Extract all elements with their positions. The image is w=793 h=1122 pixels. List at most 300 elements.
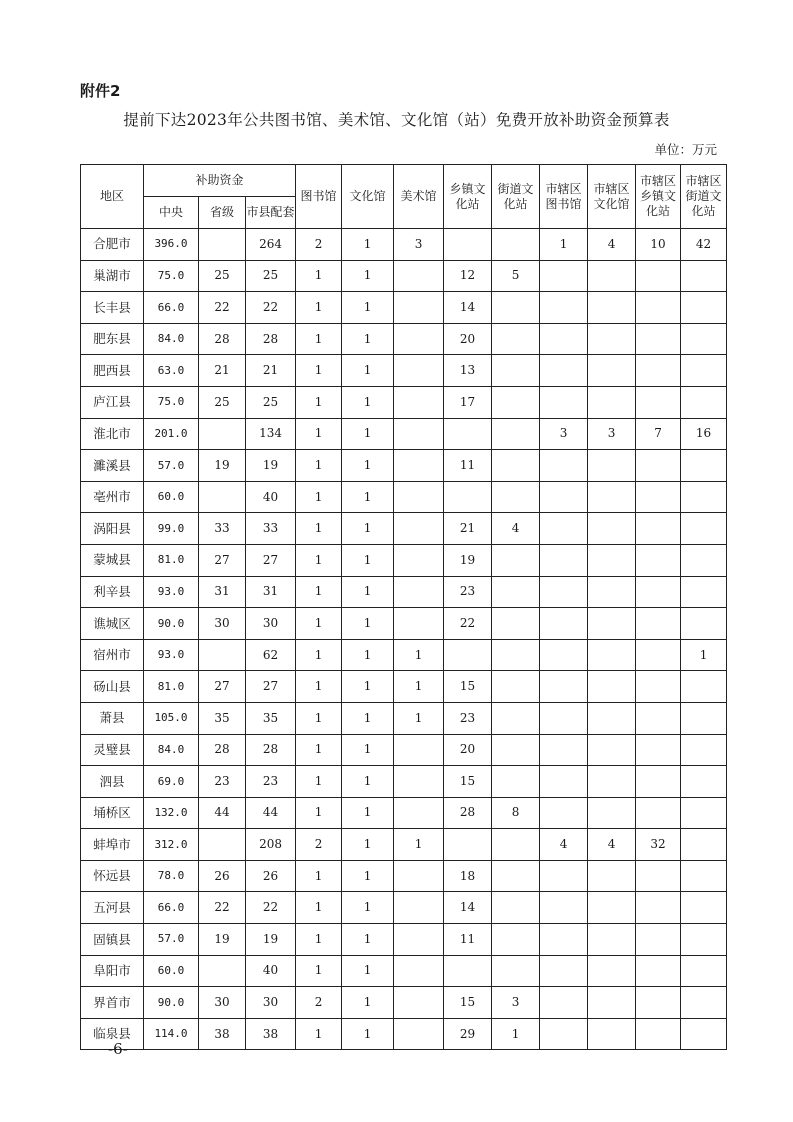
cell-city-county: 28 xyxy=(246,323,296,355)
cell-region: 埇桥区 xyxy=(81,797,144,829)
cell-culture-center: 1 xyxy=(342,292,394,324)
cell-d-township xyxy=(636,544,681,576)
cell-art-museum xyxy=(394,513,444,545)
cell-region: 长丰县 xyxy=(81,292,144,324)
cell-d-street xyxy=(681,450,727,482)
table-row xyxy=(81,797,727,829)
cell-art-museum xyxy=(394,860,444,892)
cell-township: 28 xyxy=(444,797,492,829)
cell-culture-center: 1 xyxy=(342,418,394,450)
cell-d-library xyxy=(540,386,588,418)
cell-provincial: 38 xyxy=(199,1018,246,1050)
cell-provincial: 19 xyxy=(199,450,246,482)
cell-region: 灵璧县 xyxy=(81,734,144,766)
cell-township: 17 xyxy=(444,386,492,418)
cell-street xyxy=(492,544,540,576)
cell-culture-center: 1 xyxy=(342,671,394,703)
cell-culture-center: 1 xyxy=(342,481,394,513)
cell-d-township xyxy=(636,576,681,608)
cell-township: 15 xyxy=(444,766,492,798)
cell-street: 1 xyxy=(492,1018,540,1050)
cell-culture-center: 1 xyxy=(342,860,394,892)
cell-library: 1 xyxy=(296,544,342,576)
cell-city-county: 22 xyxy=(246,292,296,324)
cell-d-township xyxy=(636,513,681,545)
cell-township xyxy=(444,229,492,261)
cell-central: 78.0 xyxy=(144,860,199,892)
cell-street xyxy=(492,450,540,482)
cell-d-street xyxy=(681,260,727,292)
cell-street xyxy=(492,734,540,766)
table-row xyxy=(81,513,727,545)
cell-d-street: 1 xyxy=(681,639,727,671)
cell-central: 396.0 xyxy=(144,229,199,261)
page-number: -6- xyxy=(108,1040,128,1058)
cell-library: 1 xyxy=(296,355,342,387)
cell-library: 2 xyxy=(296,987,342,1019)
cell-city-county: 27 xyxy=(246,544,296,576)
cell-d-library xyxy=(540,450,588,482)
cell-region: 蚌埠市 xyxy=(81,829,144,861)
cell-d-township xyxy=(636,292,681,324)
cell-d-street xyxy=(681,544,727,576)
cell-d-library xyxy=(540,702,588,734)
cell-central: 63.0 xyxy=(144,355,199,387)
table-row xyxy=(81,860,727,892)
cell-d-street xyxy=(681,766,727,798)
cell-city-county: 19 xyxy=(246,924,296,956)
cell-culture-center: 1 xyxy=(342,355,394,387)
cell-library: 1 xyxy=(296,860,342,892)
cell-library: 1 xyxy=(296,418,342,450)
cell-library: 1 xyxy=(296,892,342,924)
cell-d-culture xyxy=(588,386,636,418)
cell-d-township xyxy=(636,766,681,798)
table-row xyxy=(81,924,727,956)
cell-d-culture xyxy=(588,797,636,829)
cell-central: 93.0 xyxy=(144,576,199,608)
table-row xyxy=(81,260,727,292)
cell-d-library xyxy=(540,987,588,1019)
cell-township: 14 xyxy=(444,292,492,324)
cell-d-culture xyxy=(588,1018,636,1050)
table-row xyxy=(81,355,727,387)
cell-art-museum xyxy=(394,734,444,766)
header-township-station: 乡镇文化站 xyxy=(444,165,492,229)
cell-d-street xyxy=(681,860,727,892)
cell-d-township xyxy=(636,987,681,1019)
cell-d-township xyxy=(636,450,681,482)
cell-library: 1 xyxy=(296,924,342,956)
cell-provincial: 28 xyxy=(199,323,246,355)
cell-d-culture xyxy=(588,260,636,292)
cell-city-county: 31 xyxy=(246,576,296,608)
cell-street xyxy=(492,292,540,324)
cell-art-museum xyxy=(394,260,444,292)
cell-d-culture xyxy=(588,292,636,324)
cell-region: 临泉县 xyxy=(81,1018,144,1050)
cell-street xyxy=(492,323,540,355)
cell-city-county: 38 xyxy=(246,1018,296,1050)
header-library: 图书馆 xyxy=(296,165,342,229)
cell-township: 22 xyxy=(444,608,492,640)
cell-d-street xyxy=(681,386,727,418)
cell-art-museum xyxy=(394,386,444,418)
cell-township: 20 xyxy=(444,323,492,355)
cell-central: 105.0 xyxy=(144,702,199,734)
cell-region: 蒙城县 xyxy=(81,544,144,576)
cell-central: 66.0 xyxy=(144,292,199,324)
cell-d-library xyxy=(540,766,588,798)
cell-township: 13 xyxy=(444,355,492,387)
cell-provincial: 35 xyxy=(199,702,246,734)
cell-d-street: 16 xyxy=(681,418,727,450)
header-district-library: 市辖区图书馆 xyxy=(540,165,588,229)
cell-culture-center: 1 xyxy=(342,260,394,292)
cell-d-library xyxy=(540,260,588,292)
header-provincial: 省级 xyxy=(199,197,246,229)
cell-township xyxy=(444,829,492,861)
cell-region: 肥东县 xyxy=(81,323,144,355)
header-culture-center: 文化馆 xyxy=(342,165,394,229)
table-row xyxy=(81,544,727,576)
cell-d-township xyxy=(636,924,681,956)
cell-street xyxy=(492,229,540,261)
table-row xyxy=(81,292,727,324)
cell-street xyxy=(492,576,540,608)
cell-d-township xyxy=(636,892,681,924)
cell-region: 巢湖市 xyxy=(81,260,144,292)
cell-d-township xyxy=(636,639,681,671)
cell-art-museum xyxy=(394,955,444,987)
cell-township: 29 xyxy=(444,1018,492,1050)
cell-city-county: 23 xyxy=(246,766,296,798)
cell-region: 阜阳市 xyxy=(81,955,144,987)
cell-art-museum xyxy=(394,924,444,956)
cell-provincial: 44 xyxy=(199,797,246,829)
cell-street xyxy=(492,955,540,987)
table-row xyxy=(81,1018,727,1050)
cell-township: 11 xyxy=(444,450,492,482)
cell-d-library xyxy=(540,355,588,387)
cell-central: 84.0 xyxy=(144,323,199,355)
cell-d-library: 4 xyxy=(540,829,588,861)
cell-d-culture xyxy=(588,987,636,1019)
cell-culture-center: 1 xyxy=(342,829,394,861)
cell-street: 8 xyxy=(492,797,540,829)
cell-central: 57.0 xyxy=(144,450,199,482)
cell-d-culture xyxy=(588,702,636,734)
cell-d-township xyxy=(636,860,681,892)
header-central: 中央 xyxy=(144,197,199,229)
cell-street xyxy=(492,860,540,892)
cell-art-museum xyxy=(394,544,444,576)
cell-city-county: 25 xyxy=(246,260,296,292)
table-row xyxy=(81,955,727,987)
header-subsidy: 补助资金 xyxy=(144,165,296,197)
cell-culture-center: 1 xyxy=(342,513,394,545)
cell-d-library xyxy=(540,544,588,576)
cell-d-street xyxy=(681,323,727,355)
cell-street: 4 xyxy=(492,513,540,545)
cell-d-culture: 3 xyxy=(588,418,636,450)
cell-township: 15 xyxy=(444,987,492,1019)
table-row xyxy=(81,229,727,261)
cell-d-culture xyxy=(588,955,636,987)
header-city-county: 市县配套 xyxy=(246,197,296,229)
cell-street: 3 xyxy=(492,987,540,1019)
cell-d-township xyxy=(636,608,681,640)
cell-d-library: 1 xyxy=(540,229,588,261)
cell-d-street xyxy=(681,513,727,545)
cell-culture-center: 1 xyxy=(342,734,394,766)
budget-table xyxy=(80,164,727,1050)
cell-township xyxy=(444,418,492,450)
cell-region: 萧县 xyxy=(81,702,144,734)
cell-culture-center: 1 xyxy=(342,608,394,640)
header-district-township-station: 市辖区乡镇文化站 xyxy=(636,165,681,229)
cell-city-county: 264 xyxy=(246,229,296,261)
cell-township: 14 xyxy=(444,892,492,924)
cell-d-street xyxy=(681,355,727,387)
cell-d-street xyxy=(681,702,727,734)
cell-art-museum xyxy=(394,608,444,640)
cell-d-culture xyxy=(588,513,636,545)
cell-street xyxy=(492,639,540,671)
cell-culture-center: 1 xyxy=(342,450,394,482)
cell-central: 81.0 xyxy=(144,544,199,576)
cell-city-county: 22 xyxy=(246,892,296,924)
table-row xyxy=(81,987,727,1019)
cell-provincial xyxy=(199,229,246,261)
cell-d-culture xyxy=(588,924,636,956)
cell-d-library xyxy=(540,734,588,766)
cell-d-street xyxy=(681,1018,727,1050)
cell-culture-center: 1 xyxy=(342,229,394,261)
cell-d-culture xyxy=(588,860,636,892)
cell-d-street xyxy=(681,734,727,766)
cell-street xyxy=(492,702,540,734)
cell-city-county: 33 xyxy=(246,513,296,545)
cell-street: 5 xyxy=(492,260,540,292)
cell-street xyxy=(492,418,540,450)
cell-d-library xyxy=(540,292,588,324)
cell-provincial: 26 xyxy=(199,860,246,892)
cell-culture-center: 1 xyxy=(342,987,394,1019)
cell-street xyxy=(492,829,540,861)
cell-art-museum xyxy=(394,892,444,924)
cell-street xyxy=(492,892,540,924)
cell-provincial: 33 xyxy=(199,513,246,545)
cell-central: 75.0 xyxy=(144,386,199,418)
cell-city-county: 30 xyxy=(246,608,296,640)
cell-culture-center: 1 xyxy=(342,702,394,734)
cell-d-culture xyxy=(588,481,636,513)
cell-township xyxy=(444,639,492,671)
cell-culture-center: 1 xyxy=(342,544,394,576)
cell-library: 1 xyxy=(296,481,342,513)
cell-art-museum: 1 xyxy=(394,702,444,734)
cell-library: 1 xyxy=(296,639,342,671)
cell-art-museum: 1 xyxy=(394,671,444,703)
cell-art-museum: 3 xyxy=(394,229,444,261)
cell-art-museum xyxy=(394,797,444,829)
cell-region: 怀远县 xyxy=(81,860,144,892)
cell-d-culture xyxy=(588,323,636,355)
header-street-station: 街道文化站 xyxy=(492,165,540,229)
table-row xyxy=(81,671,727,703)
cell-library: 1 xyxy=(296,766,342,798)
cell-central: 312.0 xyxy=(144,829,199,861)
cell-art-museum xyxy=(394,355,444,387)
table-row xyxy=(81,639,727,671)
cell-library: 1 xyxy=(296,734,342,766)
cell-d-culture xyxy=(588,766,636,798)
cell-art-museum xyxy=(394,450,444,482)
document-title: 提前下达2023年公共图书馆、美术馆、文化馆（站）免费开放补助资金预算表 xyxy=(123,111,670,129)
cell-provincial: 22 xyxy=(199,292,246,324)
cell-library: 1 xyxy=(296,671,342,703)
cell-street xyxy=(492,386,540,418)
cell-region: 固镇县 xyxy=(81,924,144,956)
cell-d-culture xyxy=(588,734,636,766)
cell-library: 1 xyxy=(296,576,342,608)
cell-provincial xyxy=(199,481,246,513)
cell-d-library xyxy=(540,513,588,545)
cell-d-culture xyxy=(588,639,636,671)
cell-township: 23 xyxy=(444,576,492,608)
cell-d-library: 3 xyxy=(540,418,588,450)
cell-d-township xyxy=(636,323,681,355)
cell-provincial xyxy=(199,829,246,861)
header-art-museum: 美术馆 xyxy=(394,165,444,229)
cell-art-museum: 1 xyxy=(394,829,444,861)
cell-street xyxy=(492,608,540,640)
cell-d-township xyxy=(636,260,681,292)
cell-d-street xyxy=(681,829,727,861)
cell-street xyxy=(492,481,540,513)
cell-city-county: 19 xyxy=(246,450,296,482)
cell-d-township xyxy=(636,734,681,766)
cell-d-street xyxy=(681,576,727,608)
cell-art-museum xyxy=(394,576,444,608)
cell-d-culture xyxy=(588,576,636,608)
cell-d-library xyxy=(540,608,588,640)
cell-provincial: 22 xyxy=(199,892,246,924)
table-row xyxy=(81,829,727,861)
cell-central: 99.0 xyxy=(144,513,199,545)
table-row xyxy=(81,450,727,482)
cell-art-museum xyxy=(394,292,444,324)
table-row xyxy=(81,766,727,798)
cell-city-county: 28 xyxy=(246,734,296,766)
table-row xyxy=(81,734,727,766)
cell-central: 69.0 xyxy=(144,766,199,798)
cell-culture-center: 1 xyxy=(342,797,394,829)
cell-city-county: 134 xyxy=(246,418,296,450)
cell-region: 淮北市 xyxy=(81,418,144,450)
cell-central: 57.0 xyxy=(144,924,199,956)
cell-city-county: 30 xyxy=(246,987,296,1019)
cell-d-township xyxy=(636,386,681,418)
cell-central: 132.0 xyxy=(144,797,199,829)
cell-township: 18 xyxy=(444,860,492,892)
cell-city-county: 62 xyxy=(246,639,296,671)
cell-township: 15 xyxy=(444,671,492,703)
table-row xyxy=(81,386,727,418)
cell-library: 1 xyxy=(296,797,342,829)
cell-d-library xyxy=(540,860,588,892)
cell-township: 20 xyxy=(444,734,492,766)
cell-region: 谯城区 xyxy=(81,608,144,640)
cell-region: 利辛县 xyxy=(81,576,144,608)
table-row xyxy=(81,418,727,450)
cell-art-museum xyxy=(394,766,444,798)
cell-d-library xyxy=(540,955,588,987)
cell-art-museum xyxy=(394,481,444,513)
cell-art-museum: 1 xyxy=(394,639,444,671)
cell-provincial xyxy=(199,418,246,450)
cell-library: 1 xyxy=(296,450,342,482)
cell-provincial: 25 xyxy=(199,386,246,418)
cell-library: 2 xyxy=(296,229,342,261)
cell-culture-center: 1 xyxy=(342,924,394,956)
cell-provincial: 31 xyxy=(199,576,246,608)
cell-provincial xyxy=(199,639,246,671)
cell-region: 砀山县 xyxy=(81,671,144,703)
cell-culture-center: 1 xyxy=(342,955,394,987)
cell-d-culture: 4 xyxy=(588,829,636,861)
cell-d-culture xyxy=(588,671,636,703)
cell-d-township xyxy=(636,355,681,387)
cell-central: 81.0 xyxy=(144,671,199,703)
cell-d-street xyxy=(681,924,727,956)
cell-library: 1 xyxy=(296,702,342,734)
header-district-street-station: 市辖区街道文化站 xyxy=(681,165,727,229)
cell-region: 濉溪县 xyxy=(81,450,144,482)
cell-culture-center: 1 xyxy=(342,639,394,671)
cell-d-township xyxy=(636,1018,681,1050)
cell-d-street xyxy=(681,481,727,513)
cell-township: 23 xyxy=(444,702,492,734)
cell-d-culture xyxy=(588,450,636,482)
cell-provincial: 27 xyxy=(199,544,246,576)
cell-central: 75.0 xyxy=(144,260,199,292)
cell-region: 界首市 xyxy=(81,987,144,1019)
cell-provincial: 28 xyxy=(199,734,246,766)
cell-culture-center: 1 xyxy=(342,766,394,798)
cell-central: 114.0 xyxy=(144,1018,199,1050)
cell-d-library xyxy=(540,892,588,924)
cell-provincial: 23 xyxy=(199,766,246,798)
cell-provincial: 21 xyxy=(199,355,246,387)
cell-d-township xyxy=(636,702,681,734)
cell-city-county: 208 xyxy=(246,829,296,861)
cell-d-street xyxy=(681,797,727,829)
cell-city-county: 40 xyxy=(246,481,296,513)
cell-provincial: 30 xyxy=(199,987,246,1019)
cell-city-county: 40 xyxy=(246,955,296,987)
cell-township xyxy=(444,955,492,987)
table-row xyxy=(81,576,727,608)
cell-art-museum xyxy=(394,1018,444,1050)
cell-township: 21 xyxy=(444,513,492,545)
cell-library: 1 xyxy=(296,323,342,355)
cell-central: 66.0 xyxy=(144,892,199,924)
cell-d-library xyxy=(540,639,588,671)
cell-d-library xyxy=(540,797,588,829)
cell-central: 93.0 xyxy=(144,639,199,671)
